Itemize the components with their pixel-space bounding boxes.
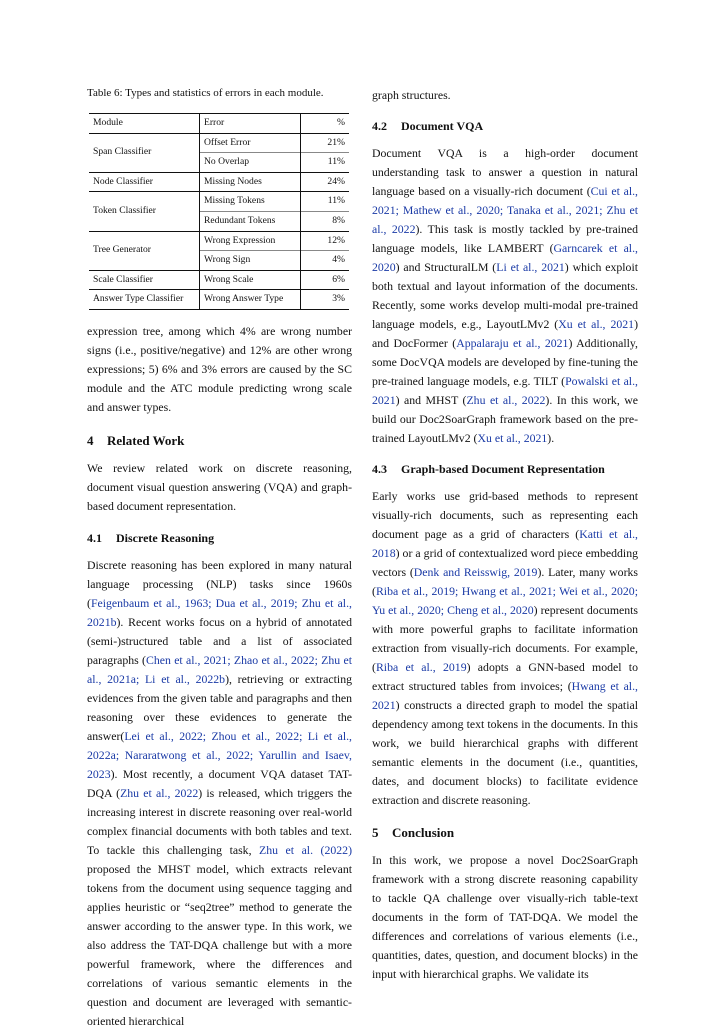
percent-cell: 11% xyxy=(301,153,350,173)
section-number: 4.1 xyxy=(87,530,102,545)
citation-link[interactable]: Garncarek et al., 2020 xyxy=(372,241,638,274)
citation-link[interactable]: Cui et al., 2021; Mathew et al., 2020; Tanaka et al., 2021; Zhu et al., 2022 xyxy=(372,184,638,236)
citation-link[interactable]: Xu et al., 2021 xyxy=(558,317,635,331)
error-cell: Redundant Tokens xyxy=(200,211,301,231)
text-run: Early works use grid-based methods to represent visually-rich documents, such as representing each document page as a grid of characters ( xyxy=(372,489,638,541)
text-run: ). Later, many works ( xyxy=(372,565,638,598)
module-cell: Answer Type Classifier xyxy=(89,290,200,310)
citation-link[interactable]: Riba et al., 2019; Hwang et al., 2021; Wei et al., 2020; Yu et al., 2020; Cheng et al., 2020 xyxy=(372,584,638,617)
table-row xyxy=(89,192,349,212)
error-cell: Missing Tokens xyxy=(200,192,301,212)
graph-based-paragraph xyxy=(372,487,638,810)
percent-cell: 4% xyxy=(301,251,350,271)
text-run: ). In this work, we build our Doc2SoarGraph framework based on the pre-trained LayoutLMv2 ( xyxy=(372,393,638,445)
error-cell: Wrong Sign xyxy=(200,251,301,271)
text-run: proposed the MHST model, which extracts relevant tokens from the document using sequence tagging and applies heuristic or “seq2tree” method to generate the answer according to the answer type. In this work, we also address the TAT-DQA challenge but with a more powerful framework, where the differences and correlations of various semantic elements in the question and document are leveraged with semantic-oriented hierarchical xyxy=(87,861,352,1028)
section-title: Related Work xyxy=(107,432,185,448)
table-row xyxy=(89,231,349,251)
percent-cell: 12% xyxy=(301,231,350,251)
citation-link[interactable]: Hwang et al., 2021 xyxy=(372,679,638,712)
error-stats-table xyxy=(89,113,349,310)
module-cell: Span Classifier xyxy=(89,133,200,172)
section-number: 4 xyxy=(87,432,94,448)
text-run: ) or a grid of contextualized word piece embedding vectors ( xyxy=(372,546,638,579)
percent-cell: 6% xyxy=(301,270,350,290)
error-cell: Wrong Scale xyxy=(200,270,301,290)
text-run: Document VQA is a high-order document understanding task to answer a question in natural language based on a visually-rich document ( xyxy=(372,146,638,198)
citation-link[interactable]: Riba et al., 2019 xyxy=(375,660,467,674)
section-heading-conclusion xyxy=(372,823,638,842)
text-run: ). xyxy=(547,431,555,445)
section-number: 5 xyxy=(372,825,379,840)
section-title: Discrete Reasoning xyxy=(116,530,215,545)
error-cell: Wrong Answer Type xyxy=(200,290,301,310)
section-number: 4.2 xyxy=(372,119,387,133)
table-row xyxy=(89,290,349,310)
right-column xyxy=(372,86,638,984)
table-row xyxy=(89,270,349,290)
paragraph-continuation: graph structures. xyxy=(372,88,451,102)
percent-cell: 3% xyxy=(301,290,350,310)
subsection-heading-document-vqa xyxy=(372,117,638,136)
table-row xyxy=(89,133,349,153)
header-percent: % xyxy=(301,114,350,134)
text-run: ) constructs a directed graph to model the spatial dependency among text tokens in the documents. In this work, we build hierarchical graphs with different semantic elements in the document (i.e., quantities, dates, and document blocks) to facilitate evidence extraction and discrete reasoning. xyxy=(372,698,638,807)
paragraph-continuation: expression tree, among which 4% are wrong number signs (i.e., positive/negative) and 12% are other wrong expressions; 5) 6% and 3% errors are caused by the SC module and the ATC module predicting wrong scale and answer types. xyxy=(87,323,352,414)
error-cell: Wrong Expression xyxy=(200,231,301,251)
percent-cell: 24% xyxy=(301,172,350,192)
citation-link[interactable]: Zhu et al., 2022 xyxy=(466,393,546,407)
percent-cell: 8% xyxy=(301,211,350,231)
text-run: ). Most recently, a document VQA dataset TAT-DQA ( xyxy=(87,766,352,800)
citation-link[interactable]: Li et al., 2021 xyxy=(496,260,565,274)
discrete-reasoning-paragraph xyxy=(87,556,352,1031)
related-work-intro: We review related work on discrete reasoning, document visual question answering (VQA) and graph-based document representation. xyxy=(87,460,352,513)
module-cell: Tree Generator xyxy=(89,231,200,270)
text-run: ) and StructuralLM ( xyxy=(395,260,497,274)
text-run: ) and DocFormer ( xyxy=(372,317,638,350)
table-header-row xyxy=(89,114,349,134)
table-caption: Table 6: Types and statistics of errors in each module. xyxy=(87,87,324,99)
error-cell: No Overlap xyxy=(200,153,301,173)
section-title: Graph-based Document Representation xyxy=(401,462,605,476)
citation-link[interactable]: Chen et al., 2021; Zhao et al., 2022; Zhu et al., 2021a; Li et al., 2022b xyxy=(87,652,352,686)
percent-cell: 21% xyxy=(301,133,350,153)
citation-link[interactable]: Feigenbaum et al., 1963; Dua et al., 2019; Zhu et al., 2021b xyxy=(87,595,352,629)
text-run: ) adopts a GNN-based model to extract structured tables from invoices; ( xyxy=(372,660,638,693)
citation-link[interactable]: Denk and Reisswig, 2019 xyxy=(413,565,538,579)
text-run: Discrete reasoning has been explored in many natural language processing (NLP) tasks since 1960s ( xyxy=(87,557,352,610)
text-run: ). Recent works focus on a hybrid of annotated (semi-)structured table and a list of associated paragraphs ( xyxy=(87,614,352,667)
citation-link[interactable]: Powalski et al., 2021 xyxy=(372,374,638,407)
module-cell: Scale Classifier xyxy=(89,270,200,290)
citation-link[interactable]: Zhu et al., 2022 xyxy=(120,785,199,800)
section-number: 4.3 xyxy=(372,462,387,476)
subsection-heading-discrete-reasoning xyxy=(87,529,352,548)
conclusion-paragraph: In this work, we propose a novel Doc2SoarGraph framework with a strong discrete reasoning capability to tackle QA challenge over visually-rich table-text documents in the form of TAT-DQA. We model the differences and correlations of various elements (i.e., quantities, dates, question, and document blocks) in the input with hierarchical graphs. We validate its xyxy=(372,853,638,981)
table-row xyxy=(89,172,349,192)
citation-link[interactable]: Lei et al., 2022; Zhou et al., 2022; Li et al., 2022a; Nararatwong et al., 2022; Yarullin and Isaev, 2023 xyxy=(87,728,352,781)
citation-link[interactable]: Xu et al., 2021 xyxy=(477,431,548,445)
citation-link[interactable]: Katti et al., 2018 xyxy=(372,527,638,560)
section-title: Document VQA xyxy=(401,119,484,133)
text-run: ). This task is mostly tackled by pre-trained language models, like LAMBERT ( xyxy=(372,222,638,255)
module-cell: Node Classifier xyxy=(89,172,200,192)
text-run: ) is released, which triggers the increasing interest in discrete reasoning over real-world complex financial documents with both tables and text. To tackle this challenging task, xyxy=(87,785,352,857)
section-title: Conclusion xyxy=(392,825,455,840)
percent-cell: 11% xyxy=(301,192,350,212)
text-run: ) and MHST ( xyxy=(395,393,467,407)
header-error: Error xyxy=(200,114,301,134)
subsection-heading-graph-based xyxy=(372,460,638,479)
text-run: ) represent documents with more powerful graphs to facilitate information extraction from visually-rich documents. For example, ( xyxy=(372,603,639,674)
citation-link[interactable]: Appalaraju et al., 2021 xyxy=(456,336,569,350)
citation-link[interactable]: Zhu et al. (2022) xyxy=(259,842,352,857)
left-column xyxy=(87,86,352,1031)
error-cell: Offset Error xyxy=(200,133,301,153)
text-run: ), retrieving or extracting evidences from the given table and paragraphs and then reasoning over these evidences to generate the answer( xyxy=(87,671,352,743)
text-run: ) which exploit both textual and layout information of the documents. Recently, some works develop multi-modal pre-trained language models, e.g., LayoutLMv2 ( xyxy=(372,260,639,331)
header-module: Module xyxy=(89,114,200,134)
error-cell: Missing Nodes xyxy=(200,172,301,192)
text-run: ) Additionally, some DocVQA models are developed by fine-tuning the pre-trained language models, e.g. TILT ( xyxy=(372,336,638,388)
document-vqa-paragraph xyxy=(372,144,638,448)
section-heading-related-work xyxy=(87,431,352,450)
module-cell: Token Classifier xyxy=(89,192,200,231)
